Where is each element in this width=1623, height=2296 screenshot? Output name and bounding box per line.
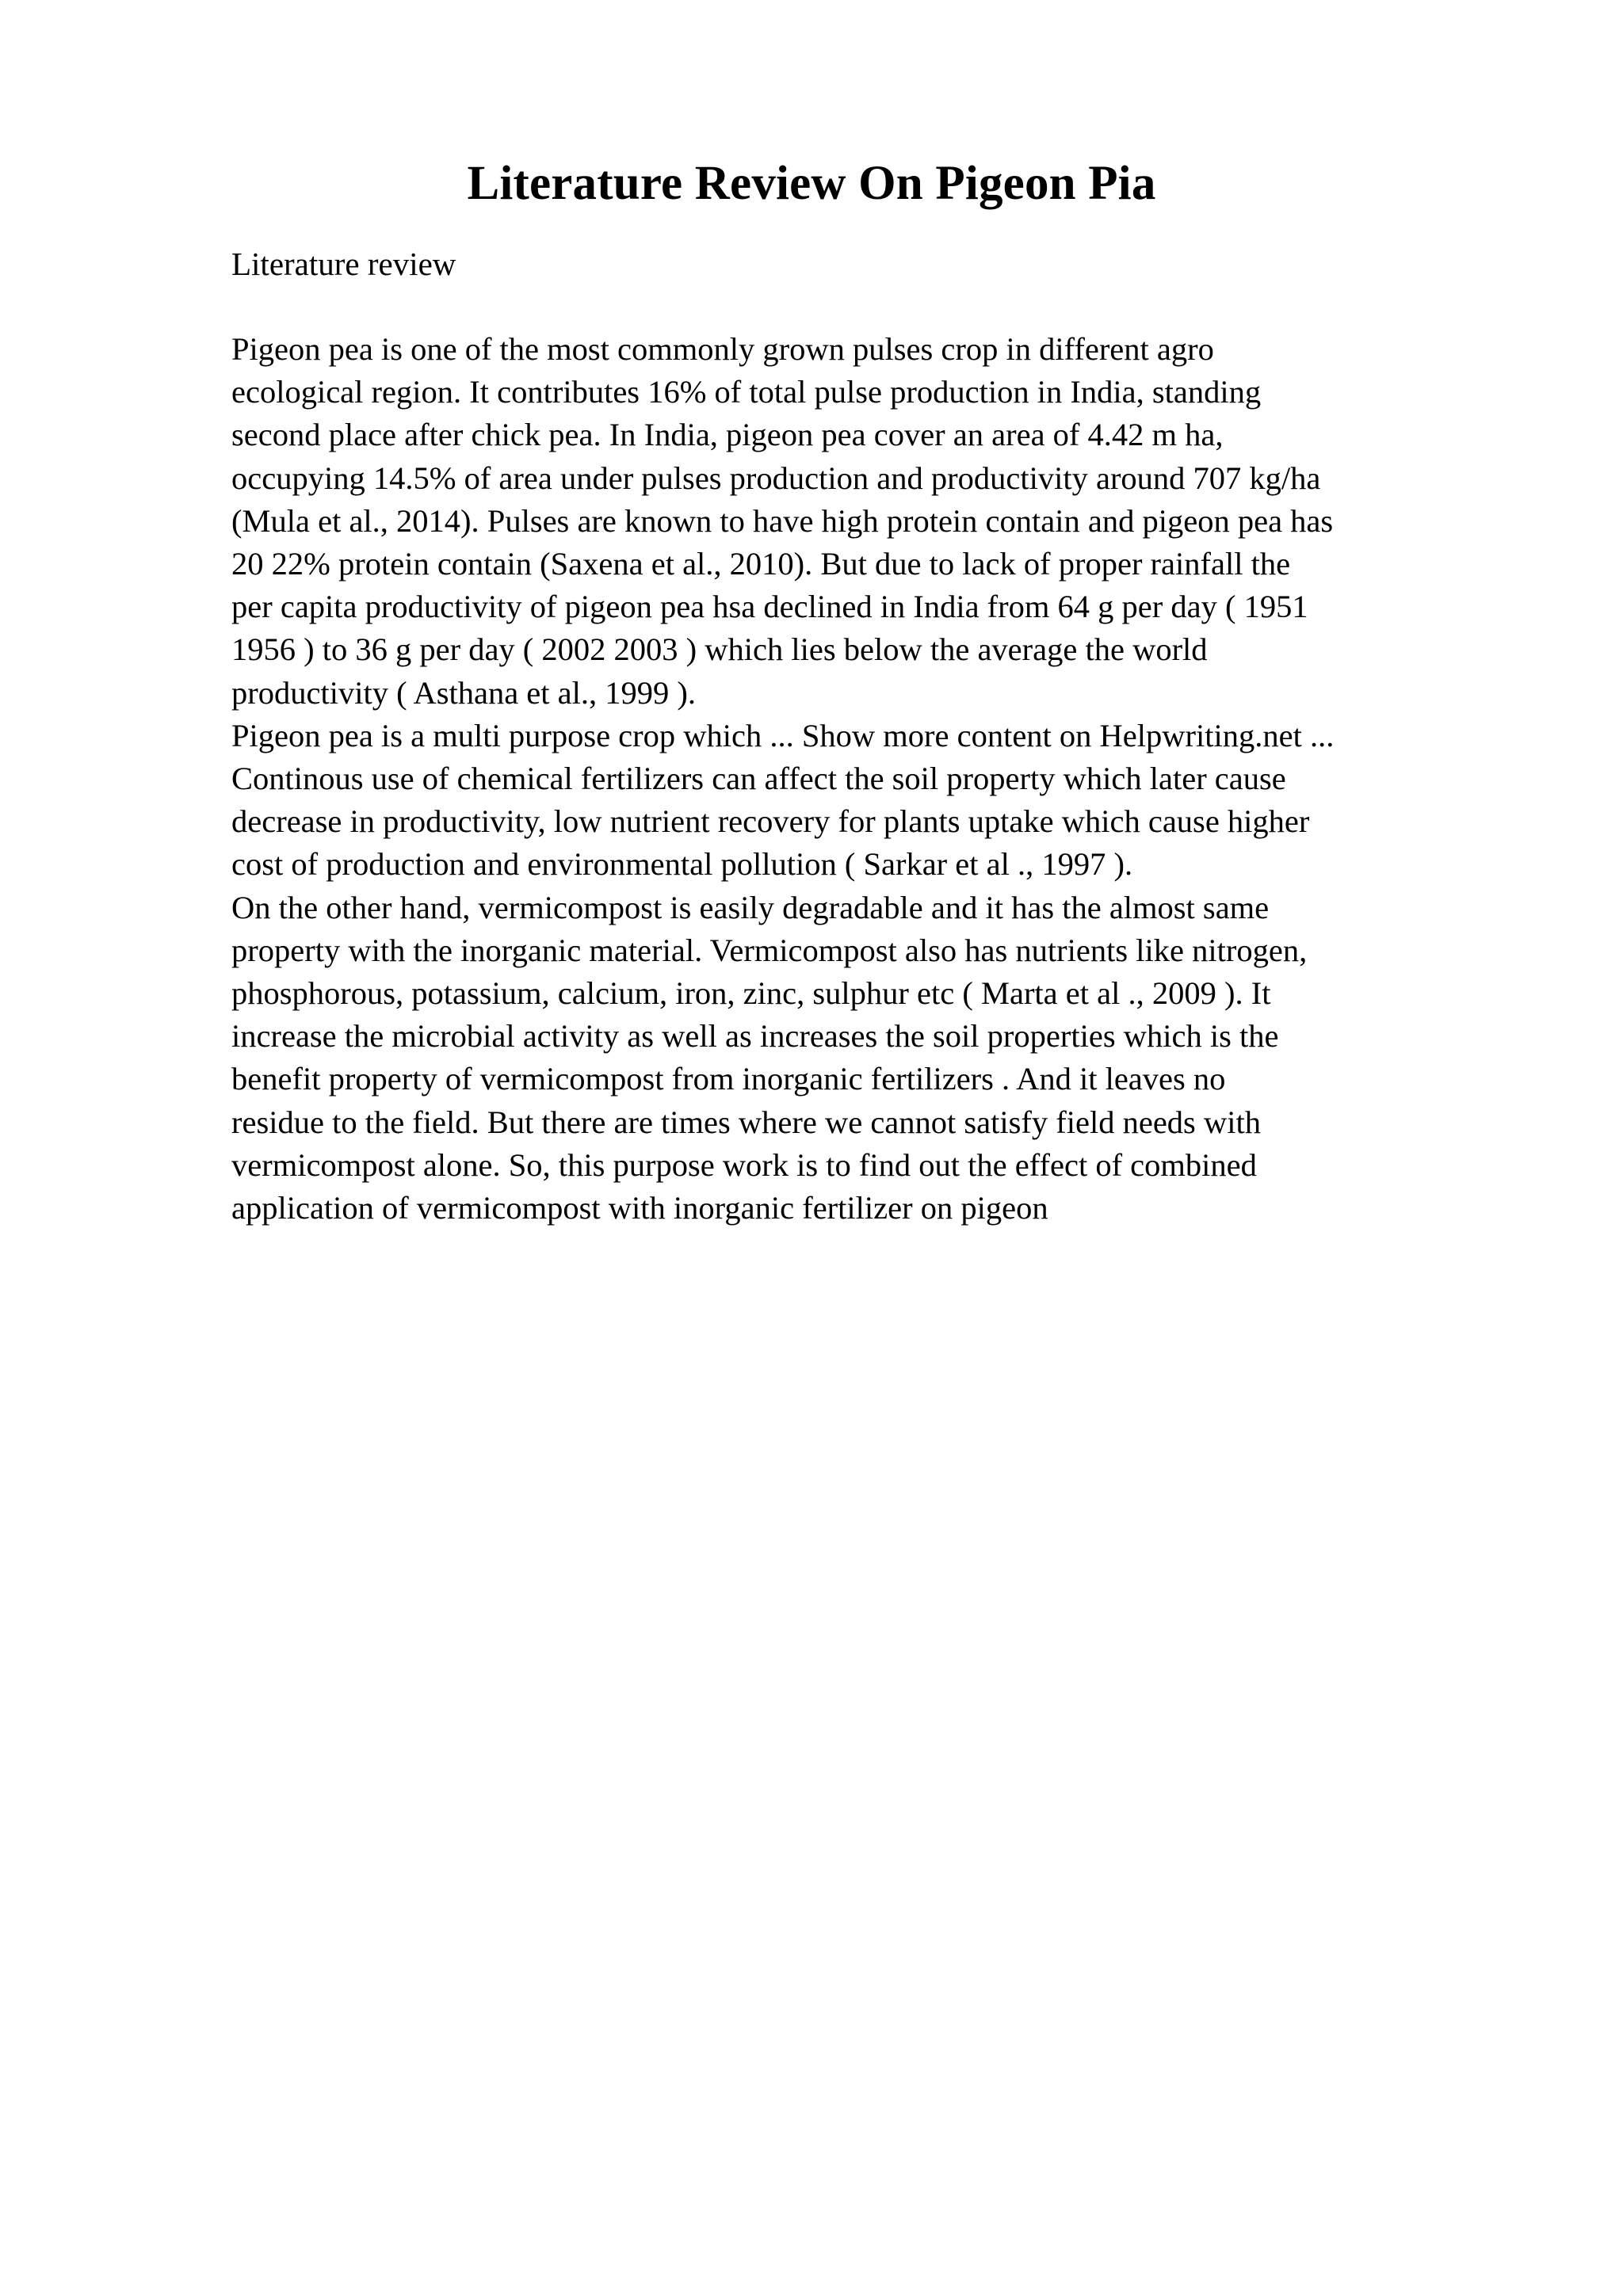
paragraph-2 — [231, 715, 1515, 887]
text-line: per capita productivity of pigeon pea hsa declined in India from 64 g per day ( 1951 — [231, 589, 1308, 625]
text-line: ecological region. It contributes 16% of total pulse production in India, standing — [231, 374, 1262, 410]
text-line: property with the inorganic material. Vermicompost also has nutrients like nitrogen, — [231, 932, 1308, 968]
text-line: Pigeon pea is one of the most commonly grown pulses crop in different agro — [231, 331, 1214, 367]
text-line: residue to the field. But there are times where we cannot satisfy field needs with — [231, 1104, 1261, 1140]
text-line: 1956 ) to 36 g per day ( 2002 2003 ) which lies below the average the world — [231, 631, 1208, 668]
text-line: On the other hand, vermicompost is easily degradable and it has the almost same — [231, 889, 1270, 925]
text-line: Pigeon pea is a multi purpose crop which ... Show more content on Helpwriting.net ... — [231, 717, 1335, 753]
paragraph-3 — [231, 887, 1515, 1230]
text-line: phosphorous, potassium, calcium, iron, zinc, sulphur etc ( Marta et al ., 2009 ). It — [231, 975, 1271, 1012]
text-line: increase the microbial activity as well as increases the soil properties which is the — [231, 1018, 1279, 1055]
text-line: second place after chick pea. In India, pigeon pea cover an area of 4.42 m ha, — [231, 417, 1224, 453]
text-line: occupying 14.5% of area under pulses production and productivity around 707 kg/ha — [231, 460, 1321, 496]
page-title: Literature Review On Pigeon Pia — [467, 157, 1156, 210]
text-line: benefit property of vermicompost from inorganic fertilizers . And it leaves no — [231, 1061, 1226, 1097]
text-line: cost of production and environmental pollution ( Sarkar et al ., 1997 ). — [231, 846, 1133, 883]
text-line: productivity ( Asthana et al., 1999 ). — [231, 674, 697, 711]
text-line: (Mula et al., 2014). Pulses are known to have high protein contain and pigeon pea has — [231, 502, 1334, 539]
paragraph-1 — [231, 328, 1515, 715]
text-line: 20 22% protein contain (Saxena et al., 2010). But due to lack of proper rainfall the — [231, 546, 1291, 582]
text-line: decrease in productivity, low nutrient recovery for plants uptake which cause higher — [231, 803, 1310, 840]
section-heading: Literature review — [231, 246, 456, 282]
document-body — [231, 242, 1515, 1230]
text-line: application of vermicompost with inorganic fertilizer on pigeon — [231, 1190, 1048, 1226]
text-line: Continous use of chemical fertilizers can affect the soil property which later cause — [231, 761, 1286, 797]
text-line: vermicompost alone. So, this purpose work is to find out the effect of combined — [231, 1146, 1257, 1183]
